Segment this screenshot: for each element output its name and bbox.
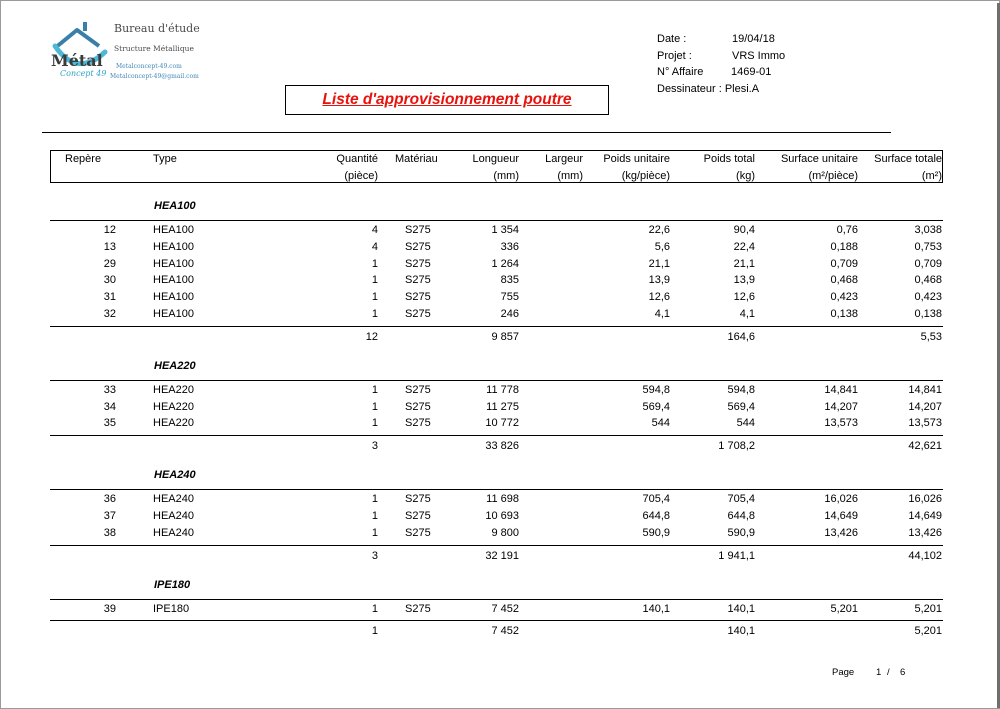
col-largeur-unit: (mm) — [557, 170, 583, 182]
col-longueur-header: Longueur — [472, 153, 519, 165]
col-surface-totale-cell: 0,138 — [914, 308, 942, 320]
col-type-cell: IPE180 — [153, 602, 190, 615]
col-type-cell: HEA240 — [153, 526, 194, 539]
col-poids-total-cell: 12,6 — [733, 291, 755, 304]
col-repere-cell: 39 — [103, 602, 116, 615]
col-poids-unitaire-cell: 13,9 — [648, 274, 670, 287]
col-materiau-header: Matériau — [395, 153, 438, 165]
col-type-header: Type — [153, 153, 177, 165]
col-type-cell: HEA220 — [153, 400, 194, 413]
total-length: 33 826 — [485, 440, 519, 453]
col-type-cell: HEA220 — [153, 383, 194, 396]
document-title-box — [285, 85, 609, 115]
col-quantite-cell: 4 — [371, 240, 378, 253]
page-label: Page — [832, 667, 855, 678]
total-quantity: 3 — [371, 549, 378, 562]
col-longueur-unit: (mm) — [493, 170, 519, 182]
col-poids-total-cell: 594,8 — [727, 383, 755, 396]
col-type-cell: HEA220 — [153, 417, 194, 430]
col-quantite-header: Quantité — [336, 153, 378, 165]
total-weight: 1 941,1 — [718, 549, 755, 562]
col-surface-unitaire-cell: 14,649 — [824, 510, 858, 522]
company-subtitle: Structure Métallique — [114, 44, 194, 53]
col-materiau-cell: S275 — [405, 274, 431, 287]
col-poids-unitaire-unit: (kg/pièce) — [621, 170, 670, 182]
logo-script: Concept 49 — [60, 69, 107, 78]
col-materiau-cell: S275 — [405, 240, 431, 253]
col-surface-totale-cell: 5,201 — [914, 602, 942, 615]
col-poids-total-header: Poids total — [703, 153, 755, 165]
col-surface-unitaire-cell: 5,201 — [830, 602, 858, 615]
col-poids-unitaire-cell: 569,4 — [642, 400, 670, 413]
document-title: Liste d'approvisionnement poutre — [322, 91, 572, 108]
col-poids-unitaire-cell: 590,9 — [642, 526, 670, 539]
company-email: Metalconcept-49@gmail.com — [110, 73, 199, 80]
col-quantite-cell: 1 — [371, 493, 378, 506]
col-repere-cell: 38 — [103, 526, 116, 539]
col-poids-total-cell: 590,9 — [727, 526, 755, 539]
col-surface-unitaire-cell: 0,423 — [830, 291, 858, 304]
col-materiau-cell: S275 — [405, 510, 431, 522]
document-info — [657, 31, 785, 97]
total-surface: 5,53 — [920, 330, 942, 343]
col-surface-totale-cell: 0,753 — [914, 240, 942, 253]
col-materiau-cell: S275 — [405, 257, 431, 270]
col-quantite-cell: 1 — [371, 602, 378, 615]
col-surface-totale-cell: 3,038 — [914, 224, 942, 236]
col-poids-unitaire-cell: 5,6 — [654, 240, 670, 253]
total-weight: 164,6 — [727, 330, 755, 343]
designer-value: Plesi.A — [724, 82, 760, 95]
col-surface-unitaire-cell: 14,207 — [824, 400, 858, 413]
col-surface-totale-cell: 13,426 — [908, 526, 942, 539]
col-surface-unitaire-cell: 0,709 — [830, 257, 858, 270]
col-longueur-cell: 7 452 — [491, 602, 519, 615]
project-value: VRS Immo — [732, 49, 786, 62]
col-surface-totale-header: Surface totale — [874, 153, 942, 165]
page-total: 6 — [900, 667, 906, 678]
col-materiau-cell: S275 — [405, 493, 431, 506]
col-surface-totale-cell: 14,841 — [908, 383, 942, 396]
designer-label: Dessinateur : — [657, 82, 722, 95]
col-materiau-cell: S275 — [405, 308, 431, 320]
col-surface-unitaire-cell: 13,573 — [824, 417, 858, 430]
col-poids-unitaire-cell: 644,8 — [642, 510, 670, 522]
group-label: IPE180 — [154, 578, 191, 591]
col-quantite-cell: 1 — [371, 383, 378, 396]
col-quantite-cell: 1 — [371, 274, 378, 287]
col-longueur-cell: 246 — [500, 308, 519, 320]
total-length: 9 857 — [491, 330, 519, 343]
col-longueur-cell: 11 698 — [486, 493, 519, 506]
col-surface-unitaire-unit: (m²/pièce) — [808, 170, 858, 182]
col-longueur-cell: 755 — [500, 291, 519, 304]
col-longueur-cell: 835 — [500, 274, 519, 287]
col-surface-unitaire-cell: 0,138 — [830, 308, 858, 320]
col-quantite-unit: (pièce) — [344, 170, 378, 182]
total-quantity: 3 — [371, 440, 378, 453]
affaire-value: 1469-01 — [731, 66, 772, 78]
col-poids-unitaire-cell: 705,4 — [642, 493, 670, 506]
group-top-rule — [50, 380, 943, 381]
col-type-cell: HEA100 — [153, 308, 194, 320]
total-surface: 5,201 — [914, 625, 942, 638]
col-repere-header: Repère — [65, 153, 102, 165]
col-poids-unitaire-cell: 140,1 — [642, 602, 670, 615]
col-poids-total-cell: 705,4 — [727, 493, 755, 506]
total-surface: 42,621 — [908, 440, 942, 453]
col-type-cell: HEA100 — [153, 240, 194, 253]
col-materiau-cell: S275 — [405, 400, 431, 413]
col-longueur-cell: 11 275 — [486, 400, 519, 413]
col-quantite-cell: 1 — [371, 400, 378, 413]
col-materiau-cell: S275 — [405, 417, 431, 430]
total-quantity: 1 — [371, 625, 378, 638]
col-surface-totale-cell: 14,207 — [908, 400, 942, 413]
col-surface-totale-cell: 16,026 — [908, 493, 942, 506]
logo-word: Métal — [51, 51, 103, 70]
col-poids-total-unit: (kg) — [736, 170, 755, 182]
col-repere-cell: 31 — [103, 291, 116, 304]
col-poids-unitaire-header: Poids unitaire — [603, 153, 670, 165]
col-type-cell: HEA100 — [153, 291, 194, 304]
col-type-cell: HEA100 — [153, 274, 194, 287]
col-surface-unitaire-cell: 0,76 — [836, 224, 858, 236]
col-repere-cell: 13 — [103, 240, 116, 253]
date-label: Date : — [657, 33, 687, 45]
group-bottom-rule — [50, 435, 943, 436]
col-quantite-cell: 1 — [371, 417, 378, 430]
group-top-rule — [50, 489, 943, 490]
header-separator — [42, 132, 891, 133]
col-poids-unitaire-cell: 594,8 — [642, 383, 670, 396]
total-surface: 44,102 — [908, 549, 942, 562]
col-longueur-cell: 9 800 — [491, 526, 519, 539]
col-materiau-cell: S275 — [405, 383, 431, 396]
col-type-cell: HEA240 — [153, 510, 194, 522]
company-name: Bureau d'étude — [114, 22, 200, 35]
group-bottom-rule — [50, 545, 943, 546]
col-repere-cell: 34 — [103, 400, 116, 413]
col-quantite-cell: 4 — [371, 224, 378, 236]
col-surface-unitaire-cell: 16,026 — [824, 493, 858, 506]
date-value: 19/04/18 — [732, 33, 775, 45]
col-materiau-cell: S275 — [405, 602, 431, 615]
project-label: Projet : — [657, 49, 692, 62]
col-quantite-cell: 1 — [371, 257, 378, 270]
col-poids-unitaire-cell: 4,1 — [654, 308, 670, 320]
col-surface-unitaire-cell: 0,188 — [830, 240, 858, 253]
col-longueur-cell: 1 264 — [491, 257, 519, 270]
col-surface-unitaire-header: Surface unitaire — [780, 153, 858, 165]
col-poids-total-cell: 4,1 — [739, 308, 755, 320]
col-quantite-cell: 1 — [371, 291, 378, 304]
total-weight: 1 708,2 — [718, 440, 755, 453]
col-quantite-cell: 1 — [371, 308, 378, 320]
company-block — [110, 22, 200, 80]
col-type-cell: HEA240 — [153, 493, 194, 506]
affaire-label: N° Affaire — [657, 66, 704, 78]
col-repere-cell: 29 — [103, 257, 116, 270]
col-type-cell: HEA100 — [153, 257, 194, 270]
col-surface-totale-cell: 14,649 — [908, 510, 942, 522]
group-top-rule — [50, 599, 943, 600]
page-separator: / — [887, 667, 890, 678]
col-repere-cell: 33 — [103, 383, 116, 396]
col-repere-cell: 35 — [103, 417, 116, 430]
col-largeur-header: Largeur — [545, 153, 583, 165]
col-poids-unitaire-cell: 22,6 — [648, 224, 670, 236]
group-bottom-rule — [50, 620, 943, 621]
col-surface-unitaire-cell: 13,426 — [824, 526, 858, 539]
group-top-rule — [50, 220, 943, 221]
col-poids-unitaire-cell: 21,1 — [648, 257, 670, 270]
page-current: 1 — [876, 667, 882, 678]
col-poids-unitaire-cell: 12,6 — [648, 291, 670, 304]
total-quantity: 12 — [365, 330, 378, 343]
col-repere-cell: 36 — [103, 493, 116, 506]
total-length: 7 452 — [491, 625, 519, 638]
company-website: Metalconcept-49.com — [116, 63, 182, 70]
col-surface-unitaire-cell: 14,841 — [824, 383, 858, 396]
col-repere-cell: 37 — [103, 510, 116, 522]
col-poids-total-cell: 90,4 — [733, 224, 755, 236]
total-length: 32 191 — [485, 549, 519, 562]
col-poids-unitaire-cell: 544 — [651, 417, 670, 430]
col-poids-total-cell: 544 — [736, 417, 755, 430]
col-longueur-cell: 1 354 — [491, 224, 519, 236]
group-label: HEA100 — [154, 200, 196, 212]
col-poids-total-cell: 13,9 — [733, 274, 755, 287]
col-surface-totale-cell: 0,468 — [914, 274, 942, 287]
col-longueur-cell: 10 693 — [485, 510, 519, 522]
col-poids-total-cell: 569,4 — [727, 400, 755, 413]
group-bottom-rule — [50, 326, 943, 327]
col-surface-totale-unit: (m²) — [921, 170, 942, 182]
col-surface-totale-cell: 0,709 — [914, 257, 942, 270]
col-materiau-cell: S275 — [405, 526, 431, 539]
total-weight: 140,1 — [727, 625, 755, 638]
col-quantite-cell: 1 — [371, 526, 378, 539]
col-poids-total-cell: 644,8 — [727, 510, 755, 522]
col-quantite-cell: 1 — [371, 510, 378, 522]
col-surface-totale-cell: 0,423 — [914, 291, 942, 304]
col-poids-total-cell: 140,1 — [727, 602, 755, 615]
col-materiau-cell: S275 — [405, 224, 431, 236]
col-surface-unitaire-cell: 0,468 — [830, 274, 858, 287]
col-type-cell: HEA100 — [153, 224, 194, 236]
group-label: HEA240 — [154, 469, 196, 482]
col-surface-totale-cell: 13,573 — [908, 417, 942, 430]
group-label: HEA220 — [154, 359, 196, 372]
col-longueur-cell: 10 772 — [485, 417, 519, 430]
col-repere-cell: 32 — [103, 308, 116, 320]
col-poids-total-cell: 22,4 — [733, 240, 755, 253]
col-repere-cell: 12 — [103, 224, 116, 236]
col-longueur-cell: 11 778 — [486, 383, 519, 396]
col-poids-total-cell: 21,1 — [733, 257, 755, 270]
col-longueur-cell: 336 — [500, 240, 519, 253]
col-repere-cell: 30 — [103, 274, 116, 287]
col-materiau-cell: S275 — [405, 291, 431, 304]
